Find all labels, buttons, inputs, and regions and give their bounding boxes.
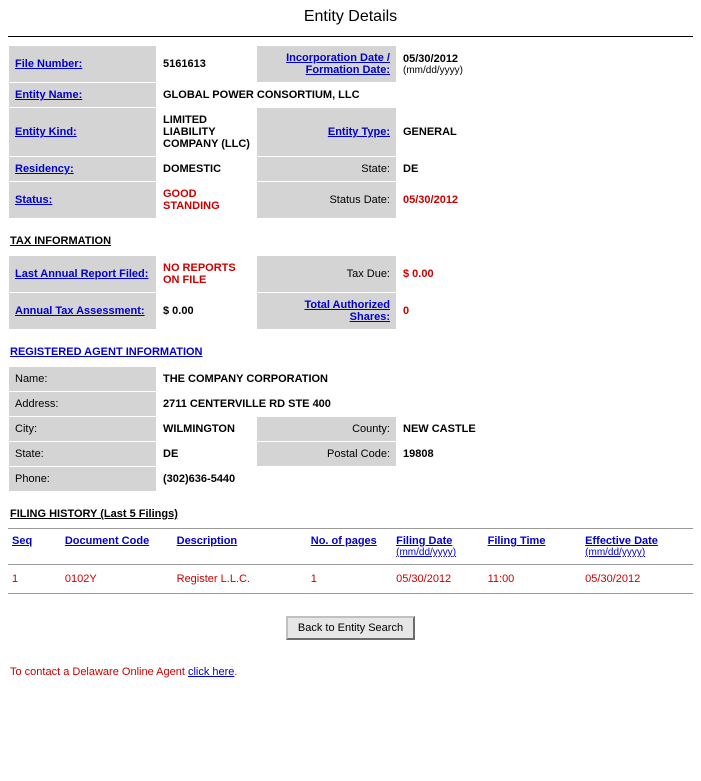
contact-footer-prefix: To contact a Delaware Online Agent	[10, 666, 188, 678]
agent-name-label: Name:	[9, 367, 157, 392]
agent-city-label: City:	[9, 417, 157, 442]
total-authorized-shares-value: 0	[397, 293, 694, 330]
incorporation-date-value	[397, 46, 694, 83]
filing-effective-date: 05/30/2012	[581, 565, 693, 594]
last-annual-report-label[interactable]: Last Annual Report Filed:	[9, 256, 157, 293]
table-row	[9, 46, 694, 83]
filing-pages: 1	[307, 565, 392, 594]
back-button-container	[8, 616, 693, 640]
status-value: GOOD STANDING	[157, 182, 257, 219]
contact-agent-link[interactable]: click here	[187, 666, 235, 678]
contact-footer	[8, 666, 693, 678]
table-row	[9, 108, 694, 157]
column-header-description-label: Description	[176, 535, 238, 547]
page-title: Entity Details	[8, 0, 693, 37]
table-row	[9, 467, 694, 492]
state-value: DE	[397, 157, 694, 182]
incorporation-date-format-note: (mm/dd/yyyy)	[403, 64, 463, 76]
file-number-value: 5161613	[157, 46, 257, 83]
table-row	[9, 182, 694, 219]
tax-due-label: Tax Due:	[257, 256, 397, 293]
table-row	[9, 417, 694, 442]
status-date-label: Status Date:	[257, 182, 397, 219]
table-row	[9, 157, 694, 182]
agent-phone-label: Phone:	[9, 467, 157, 492]
contact-footer-suffix: .	[234, 666, 238, 678]
agent-phone-value: (302)636-5440	[157, 467, 694, 492]
status-label[interactable]: Status:	[9, 182, 157, 219]
total-authorized-shares-label[interactable]: Total Authorized Shares:	[257, 293, 397, 330]
residency-label[interactable]: Residency:	[9, 157, 157, 182]
column-header-seq-label: Seq	[12, 535, 33, 547]
tax-information-table	[8, 255, 694, 330]
residency-value: DOMESTIC	[157, 157, 257, 182]
entity-name-label[interactable]: Entity Name:	[9, 83, 157, 108]
column-header-pages[interactable]	[307, 529, 392, 565]
filing-seq: 1	[8, 565, 61, 594]
tax-due-value: $ 0.00	[397, 256, 694, 293]
filing-time: 11:00	[484, 565, 582, 594]
incorporation-date-label[interactable]	[257, 46, 397, 83]
column-header-seq[interactable]	[8, 529, 61, 565]
filing-description: Register L.L.C.	[173, 565, 307, 594]
incorporation-date-text: 05/30/2012	[403, 52, 459, 65]
agent-address-label: Address:	[9, 392, 157, 417]
column-header-document-code-label: Document Code	[64, 535, 150, 547]
column-header-filing-date[interactable]	[392, 529, 483, 565]
agent-postal-label: Postal Code:	[257, 442, 397, 467]
column-header-pages-label: No. of pages	[310, 535, 377, 547]
last-annual-report-value: NO REPORTS ON FILE	[157, 256, 257, 293]
column-header-effective-date[interactable]	[581, 529, 693, 565]
table-row	[9, 256, 694, 293]
column-header-filing-date-note: (mm/dd/yyyy)	[396, 547, 457, 558]
incorporation-date-label-line2: Formation Date:	[305, 64, 390, 76]
entity-type-label[interactable]: Entity Type:	[257, 108, 397, 157]
registered-agent-heading: REGISTERED AGENT INFORMATION	[10, 346, 203, 358]
table-row	[9, 442, 694, 467]
filing-history-header-row	[8, 529, 693, 565]
filing-document-code: 0102Y	[61, 565, 173, 594]
column-header-description[interactable]	[173, 529, 307, 565]
column-header-filing-time[interactable]	[484, 529, 582, 565]
filing-history-heading: FILING HISTORY (Last 5 Filings)	[10, 508, 178, 520]
table-row	[9, 392, 694, 417]
entity-name-value: GLOBAL POWER CONSORTIUM, LLC	[157, 83, 694, 108]
state-label: State:	[257, 157, 397, 182]
column-header-document-code[interactable]	[61, 529, 173, 565]
tax-information-heading: TAX INFORMATION	[10, 235, 112, 247]
annual-tax-assessment-label[interactable]: Annual Tax Assessment:	[9, 293, 157, 330]
table-row	[8, 565, 693, 594]
agent-county-label: County:	[257, 417, 397, 442]
table-row	[9, 83, 694, 108]
file-number-label[interactable]: File Number:	[9, 46, 157, 83]
annual-tax-assessment-value: $ 0.00	[157, 293, 257, 330]
column-header-effective-date-note: (mm/dd/yyyy)	[585, 547, 646, 558]
agent-county-value: NEW CASTLE	[397, 417, 694, 442]
table-row	[9, 367, 694, 392]
filing-history-table	[8, 528, 693, 594]
column-header-filing-time-label: Filing Time	[487, 535, 546, 547]
column-header-effective-date-label: Effective Date	[585, 535, 658, 547]
agent-address-value: 2711 CENTERVILLE RD STE 400	[157, 392, 694, 417]
status-date-value: 05/30/2012	[397, 182, 694, 219]
agent-postal-value: 19808	[397, 442, 694, 467]
agent-state-label: State:	[9, 442, 157, 467]
filing-date: 05/30/2012	[392, 565, 483, 594]
entity-details-table	[8, 45, 694, 219]
incorporation-date-label-line1: Incorporation Date /	[286, 52, 390, 64]
agent-name-value: THE COMPANY CORPORATION	[157, 367, 694, 392]
entity-kind-label[interactable]: Entity Kind:	[9, 108, 157, 157]
agent-city-value: WILMINGTON	[157, 417, 257, 442]
entity-kind-value: LIMITED LIABILITY COMPANY (LLC)	[157, 108, 257, 157]
registered-agent-table	[8, 366, 694, 492]
table-row	[9, 293, 694, 330]
back-to-entity-search-button[interactable]: Back to Entity Search	[286, 616, 415, 640]
column-header-filing-date-label: Filing Date	[396, 535, 453, 547]
entity-type-value: GENERAL	[397, 108, 694, 157]
agent-state-value: DE	[157, 442, 257, 467]
